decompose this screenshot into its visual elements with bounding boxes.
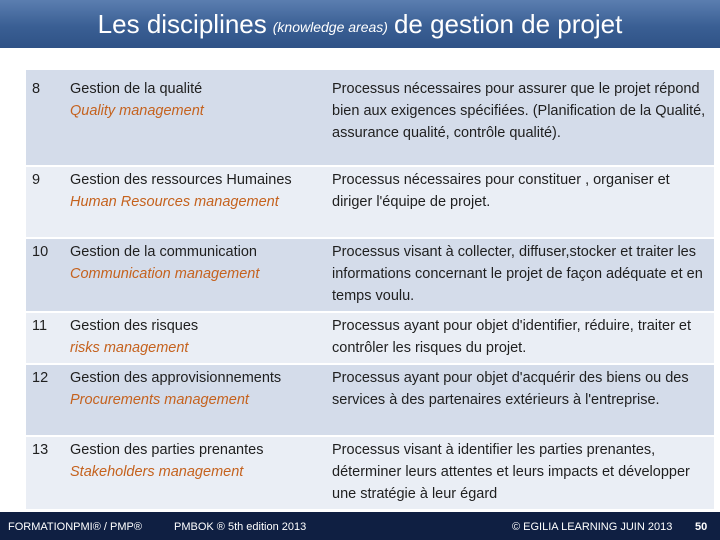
area-description: Processus ayant pour objet d'acquérir des biens ou des services à des partenaires extérieurs à l'entreprise. <box>328 364 714 436</box>
table-row <box>26 166 714 238</box>
table-row <box>26 312 714 364</box>
area-name-en: Procurements management <box>70 392 249 408</box>
table-row <box>26 70 714 166</box>
row-number: 9 <box>26 166 66 238</box>
table-row <box>26 436 714 510</box>
row-number: 12 <box>26 364 66 436</box>
area-description: Processus nécessaires pour constituer , organiser et diriger l'équipe de projet. <box>328 166 714 238</box>
area-description: Processus ayant pour objet d'identifier, réduire, traiter et contrôler les risques du projet. <box>328 312 714 364</box>
area-name-fr: Gestion des parties prenantes <box>70 442 264 458</box>
area-name-en: Communication management <box>70 266 260 282</box>
area-name-fr: Gestion des risques <box>70 318 199 334</box>
area-description: Processus visant à identifier les parties prenantes, déterminer leurs attentes et leurs impacts et développer une stratégie à leur égard <box>328 436 714 510</box>
area-name-cell <box>66 166 328 238</box>
area-name-en: Human Resources management <box>70 194 279 210</box>
row-number: 8 <box>26 70 66 166</box>
title-english-subtitle: (knowledge areas) <box>272 19 388 35</box>
footer-center-text: PMBOK ® 5th edition 2013 <box>174 521 307 533</box>
table-row <box>26 238 714 312</box>
title-main-part-2: de gestion de projet <box>393 8 623 39</box>
area-description: Processus nécessaires pour assurer que le projet répond bien aux exigences spécifiées. (Planification de la Qualité, assurance qualité, contrôle qualité). <box>328 70 714 166</box>
area-description: Processus visant à collecter, diffuser,stocker et traiter les informations concernant le projet de façon adéquate et en temps voulu. <box>328 238 714 312</box>
area-name-cell <box>66 436 328 510</box>
area-name-fr: Gestion de la communication <box>70 244 257 260</box>
area-name-cell <box>66 312 328 364</box>
slide-footer <box>0 512 720 540</box>
area-name-en: Stakeholders management <box>70 464 244 480</box>
area-name-fr: Gestion de la qualité <box>70 81 203 97</box>
title-main-part-1: Les disciplines <box>97 8 267 39</box>
footer-left-text: FORMATIONPMI® / PMP® <box>8 521 142 533</box>
area-name-fr: Gestion des approvisionnements <box>70 370 282 386</box>
area-name-cell <box>66 238 328 312</box>
knowledge-areas-table <box>26 70 714 511</box>
area-name-fr: Gestion des ressources Humaines <box>70 172 292 188</box>
row-number: 11 <box>26 312 66 364</box>
area-name-en: Quality management <box>70 103 204 119</box>
footer-copyright: © EGILIA LEARNING JUIN 2013 <box>512 521 673 533</box>
page-number: 50 <box>695 521 708 533</box>
area-name-cell <box>66 364 328 436</box>
area-name-en: risks management <box>70 340 189 356</box>
slide-title <box>0 0 720 48</box>
table-row <box>26 364 714 436</box>
row-number: 10 <box>26 238 66 312</box>
area-name-cell <box>66 70 328 166</box>
row-number: 13 <box>26 436 66 510</box>
